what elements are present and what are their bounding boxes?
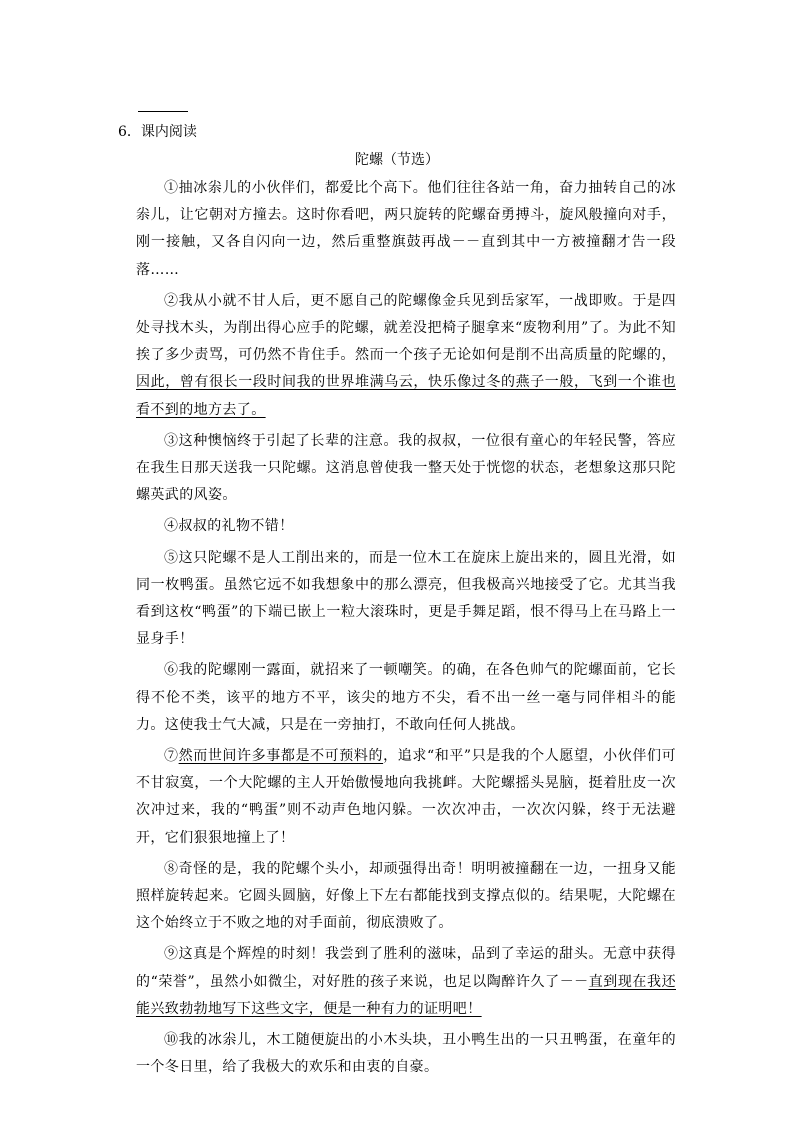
passage-body [136, 175, 676, 1086]
paragraph-text: ③这种懊恼终于引起了长辈的注意。我的叔叔，一位很有童心的年轻民警，答应在我生日那天送我一只陀螺。这消息曾使我一整天处于恍惚的状态，老想象这那只陀螺英武的风姿。 [136, 432, 676, 504]
paragraph-text: ⑧奇怪的是，我的陀螺个头小，却顽强得出奇！明明被撞翻在一边，一扭身又能照样旋转起来。它圆头圆脑，好像上下左右都能找到支撑点似的。结果呢，大陀螺在这个始终立于不败之地的对手面前，彻底溃败了。 [136, 860, 676, 932]
paragraph-7 [136, 743, 676, 852]
paragraph-text: ⑤这只陀螺不是人工削出来的，而是一位木工在旋床上旋出来的，圆且光滑，如同一枚鸭蛋。虽然它远不如我想象中的那么漂亮，但我极高兴地接受了它。尤其当我看到这枚“鸭蛋”的下端已嵌上一粒大滚珠时，更是手舞足蹈，恨不得马上在马路上一显身手！ [136, 549, 676, 648]
passage-title: 陀螺（节选） [355, 152, 439, 168]
paragraph-text: ⑨这真是个辉煌的时刻！我尝到了胜利的滋味，品到了幸运的甜头。无意中获得的“荣誉”，虽然小如微尘，对好胜的孩子来说，也足以陶醉许久了－－ [136, 946, 676, 990]
paragraph-5 [136, 545, 676, 654]
paragraph-1 [136, 175, 676, 284]
question-heading: 6．课内阅读 [118, 124, 197, 140]
paragraph-10 [136, 1027, 676, 1081]
underlined-phrase: 然而世间许多事都是不可预料的 [178, 748, 384, 765]
paragraph-text: ⑥我的陀螺刚一露面，就招来了一顿嘲笑。的确，在各色帅气的陀螺面前，它长得不伦不类，该平的地方不平，该尖的地方不尖，看不出一丝一毫与同伴相斗的能力。这使我士气大减，只是在一旁抽打，不敢向任何人挑战。 [136, 662, 676, 733]
paragraph-4 [136, 513, 676, 540]
paragraph-8 [136, 856, 676, 938]
paragraph-2 [136, 288, 676, 424]
paragraph-9 [136, 941, 676, 1023]
paragraph-text: ，追求“和平”只是我的个人愿望，小伙伴们可不甘寂寞，一个大陀螺的主人开始傲慢地向我挑衅。大陀螺摇头晃脑，挺着肚皮一次次冲过来，我的“鸭蛋”则不动声色地闪躲。一次次冲击，一次次闪躲，终于无法避开，它们狠狠地撞上了！ [136, 748, 676, 846]
paragraph-text: ①抽冰尜儿的小伙伴们，都爱比个高下。他们往往各站一角，奋力抽转自己的冰尜儿，让它朝对方撞去。这时你看吧，两只旋转的陀螺奋勇搏斗，旋风般撞向对手，刚一接触，又各自闪向一边，然后重整旗鼓再战－－直到其中一方被撞翻才告一段落…… [136, 180, 676, 278]
underlined-sentence: 直到现在我还能兴致勃勃地写下这些文字，便是一种有力的证明吧！ [136, 973, 676, 1017]
paragraph-3 [136, 428, 676, 510]
paragraph-6 [136, 657, 676, 739]
answer-blank-line [138, 111, 188, 112]
paragraph-text: ⑩我的冰尜儿，木工随便旋出的小木头块，丑小鸭生出的一只丑鸭蛋，在童年的一个冬日里，给了我极大的欢乐和由衷的自豪。 [136, 1032, 676, 1076]
paragraph-text: ⑦ [164, 748, 179, 765]
paragraph-text: ②我从小就不甘人后，更不愿自己的陀螺像金兵见到岳家军，一战即败。于是四处寻找木头，为削出得心应手的陀螺，就差没把椅子腿拿来“废物利用”了。为此不知挨了多少责骂，可仍然不肯住手。然而一个孩子无论如何是削不出高质量的陀螺的， [136, 292, 676, 364]
paragraph-text: ④叔叔的礼物不错！ [164, 518, 294, 535]
underlined-sentence: 因此，曾有很长一段时间我的世界堆满乌云，快乐像过冬的燕子一般，飞到一个谁也看不到的地方去了。 [136, 374, 676, 418]
